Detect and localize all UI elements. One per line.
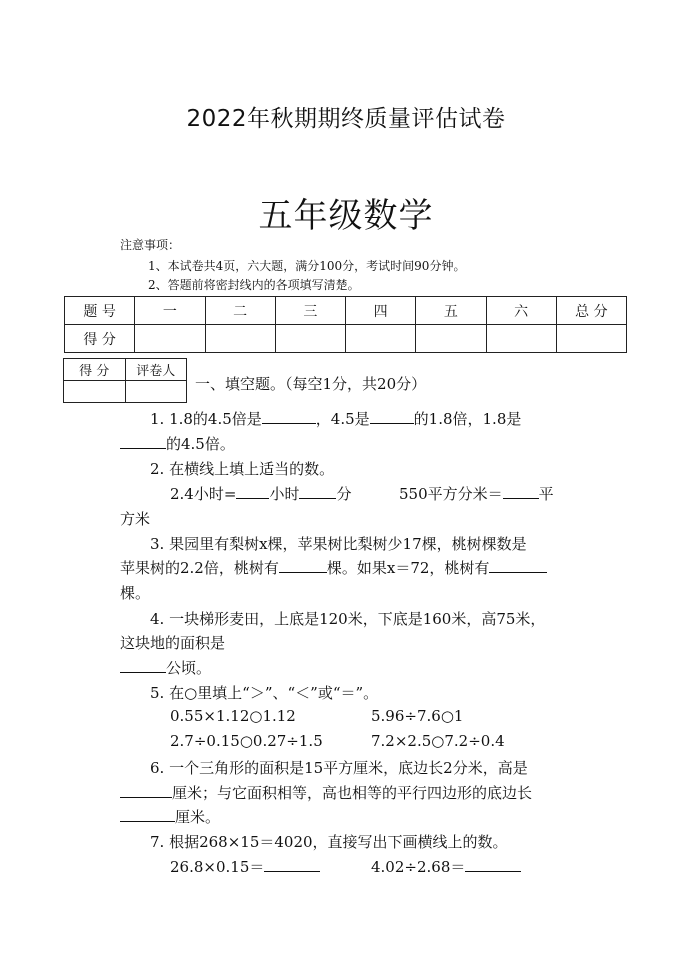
score-table-header-cell: 四 xyxy=(346,297,416,325)
question-3-line-2 xyxy=(120,557,547,578)
score-table-header-cell: 六 xyxy=(486,297,556,325)
answer-blank[interactable] xyxy=(120,807,175,822)
subject-title: 五年级数学 xyxy=(258,196,434,236)
answer-blank[interactable] xyxy=(120,658,166,673)
answer-blank[interactable] xyxy=(489,558,547,573)
grader-name-label: 评卷人 xyxy=(125,359,187,381)
score-table-score-row xyxy=(65,325,627,353)
answer-blank[interactable] xyxy=(120,434,166,449)
question-2-part-a xyxy=(170,483,351,504)
q1-text-b: ，4.5是 xyxy=(315,410,370,428)
score-cell[interactable] xyxy=(416,325,486,353)
score-cell[interactable] xyxy=(486,325,556,353)
exam-title: 2022年秋期期终质量评估试卷 xyxy=(186,106,506,132)
q1-text-c: 的1.8倍，1.8是 xyxy=(413,410,522,428)
notice-item-1: 1、本试卷共4页，六大题，满分100分，考试时间90分钟。 xyxy=(148,259,466,273)
answer-blank[interactable] xyxy=(370,409,414,424)
grader-name-cell[interactable] xyxy=(125,381,187,403)
question-5-stem: 5. 在○里填上“＞”、“＜”或“＝”。 xyxy=(150,684,379,702)
answer-blank[interactable] xyxy=(264,857,320,872)
question-6-line-1: 6. 一个三角形的面积是15平方厘米，底边长2分米，高是 xyxy=(150,759,528,777)
question-7-stem: 7. 根据268×15＝4020，直接写出下画横线上的数。 xyxy=(150,833,508,851)
score-cell[interactable] xyxy=(346,325,416,353)
score-cell[interactable] xyxy=(556,325,626,353)
q2-a-text-3: 分 xyxy=(336,485,352,503)
q7-item-1-text: 26.8×0.15＝ xyxy=(170,858,265,876)
q7-item-1 xyxy=(170,856,320,877)
score-table-header-cell: 题 号 xyxy=(65,297,135,325)
question-3-line-1: 3. 果园里有梨树x棵，苹果树比梨树少17棵，桃树棵数是 xyxy=(150,535,527,553)
question-2-stem: 2. 在横线上填上适当的数。 xyxy=(150,460,335,478)
q1-text-a: 1. 1.8的4.5倍是 xyxy=(150,410,262,428)
question-2-part-b-cont: 方米 xyxy=(120,510,151,528)
score-table-header-cell: 三 xyxy=(275,297,345,325)
notice-heading: 注意事项： xyxy=(120,238,181,252)
q3-text-b1: 苹果树的2.2倍，桃树有 xyxy=(120,559,279,577)
score-cell[interactable] xyxy=(135,325,205,353)
grader-score-cell[interactable] xyxy=(64,381,126,403)
score-table-header-cell: 总 分 xyxy=(556,297,626,325)
score-table-header-row xyxy=(65,297,627,325)
q5-item-4: 7.2×2.5○7.2÷0.4 xyxy=(371,732,505,750)
answer-blank[interactable] xyxy=(279,558,327,573)
question-1-line-2 xyxy=(120,433,235,454)
q5-item-2: 5.96÷7.6○1 xyxy=(371,707,464,725)
q6-text-c: 厘米。 xyxy=(175,808,221,826)
question-4-line-1: 4. 一块梯形麦田，上底是120米，下底是160米，高75米， xyxy=(150,610,546,628)
score-table-header-cell: 五 xyxy=(416,297,486,325)
question-6-line-3 xyxy=(120,806,220,827)
score-cell[interactable] xyxy=(205,325,275,353)
answer-blank[interactable] xyxy=(465,857,521,872)
score-row-label: 得 分 xyxy=(65,325,135,353)
q7-item-2-text: 4.02÷2.68＝ xyxy=(371,858,466,876)
notice-item-2: 2、答题前将密封线内的各项填写清楚。 xyxy=(148,278,360,292)
q5-item-3: 2.7÷0.15○0.27÷1.5 xyxy=(170,732,323,750)
q2-b-text-1: 550平方分米＝ xyxy=(399,485,503,503)
grader-score-label: 得 分 xyxy=(64,359,126,381)
score-cell[interactable] xyxy=(275,325,345,353)
grader-table xyxy=(63,358,187,403)
question-2-part-b xyxy=(399,483,554,504)
q6-text-b: 厘米；与它面积相等，高也相等的平行四边形的底边长 xyxy=(172,784,533,802)
q2-a-text-1: 2.4小时= xyxy=(170,485,237,503)
score-table xyxy=(64,296,627,353)
answer-blank[interactable] xyxy=(503,484,539,499)
answer-blank[interactable] xyxy=(236,484,269,499)
q7-item-2 xyxy=(371,856,521,877)
answer-blank[interactable] xyxy=(120,783,172,798)
q1-text-d: 的4.5倍。 xyxy=(166,435,235,453)
question-4-line-3 xyxy=(120,657,211,678)
section-1-title: 一、填空题。（每空1分，共20分） xyxy=(195,375,427,393)
q2-a-text-2: 小时 xyxy=(269,485,300,503)
question-4-line-2: 这块地的面积是 xyxy=(120,634,226,652)
q2-b-text-2: 平 xyxy=(538,485,554,503)
q5-item-1: 0.55×1.12○1.12 xyxy=(170,707,296,725)
q3-text-b2: 棵。如果x＝72，桃树有 xyxy=(326,559,490,577)
answer-blank[interactable] xyxy=(299,484,336,499)
question-6-line-2 xyxy=(120,782,532,803)
answer-blank[interactable] xyxy=(262,409,316,424)
score-table-header-cell: 一 xyxy=(135,297,205,325)
score-table-header-cell: 二 xyxy=(205,297,275,325)
q4-text-c: 公顷。 xyxy=(166,659,212,677)
question-1-line-1 xyxy=(150,408,521,429)
question-3-line-3: 棵。 xyxy=(120,584,151,602)
